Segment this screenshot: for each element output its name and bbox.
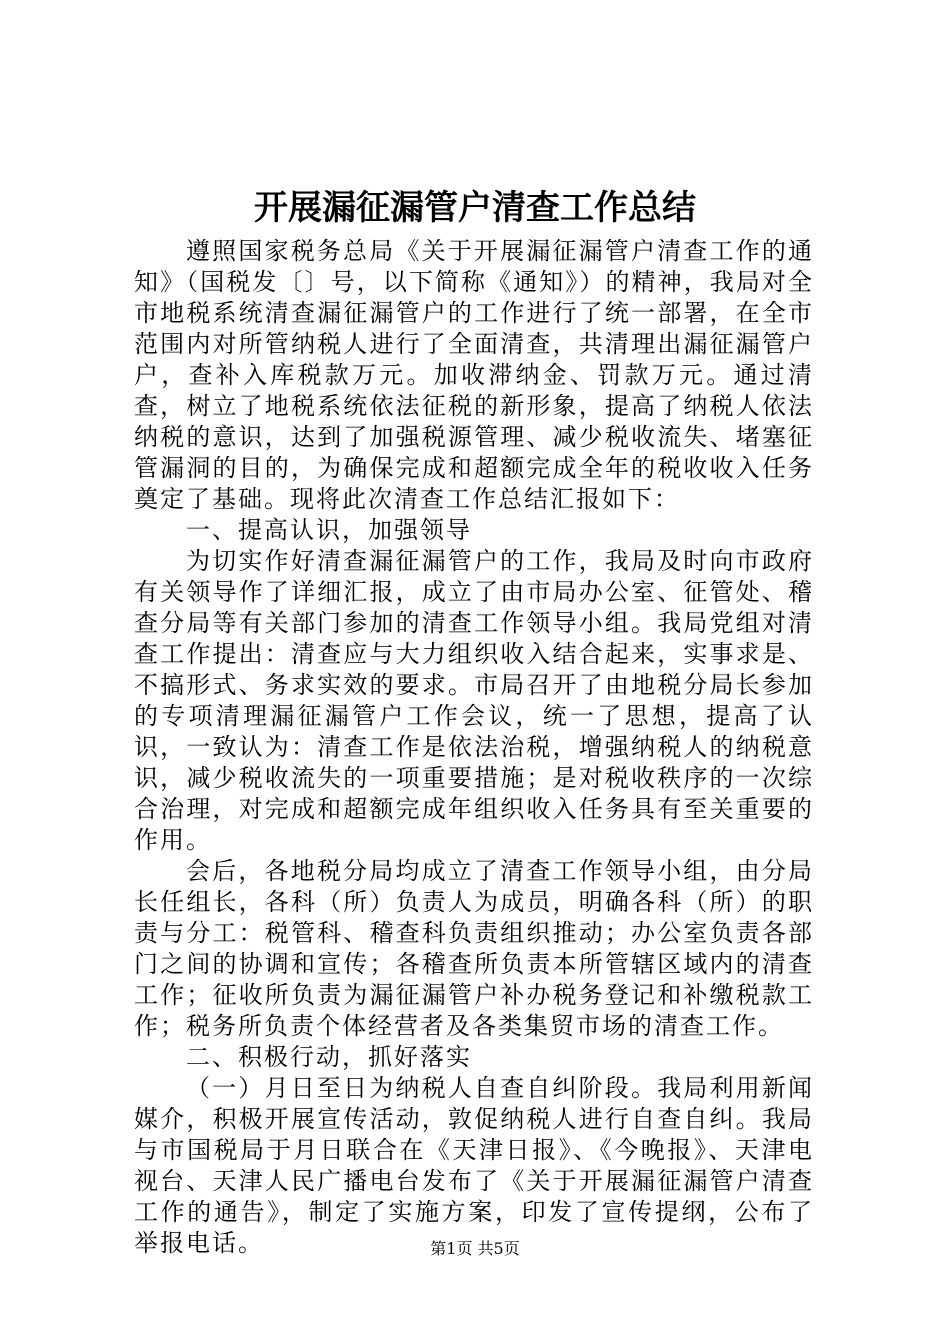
section-heading-1: 一、提高认识，加强领导	[186, 516, 472, 544]
page-number-footer: 第1页 共5页	[430, 1239, 520, 1258]
section-heading-2: 二、积极行动，抓好落实	[186, 1043, 472, 1071]
paragraph-self-check: （一）月日至日为纳税人自查自纠阶段。我局利用新闻媒介，积极开展宣传活动，敦促纳税人进行自查自纠。我局与市国税局于月日联合在《天津日报》、《今晚报》、天津电视台、天津人民广播电台发布了《关于开展漏征漏管户清查工作的通告》，制定了实施方案，印发了宣传提纲，公布了举报电话。	[134, 1074, 814, 1257]
paragraph-after-meeting: 会后，各地税分局均成立了清查工作领导小组，由分局长任组长，各科（所）负责人为成员，明确各科（所）的职责与分工：税管科、稽查科负责组织推动；办公室负责各部门之间的协调和宣传；各稽查所负责本所管辖区域内的清查工作；征收所负责为漏征漏管户补办税务登记和补缴税款工作；税务所负责个体经营者及各类集贸市场的清查工作。	[134, 857, 814, 1040]
paragraph-intro: 遵照国家税务总局《关于开展漏征漏管户清查工作的通知》（国税发〔〕号，以下简称《通知》）的精神，我局对全市地税系统清查漏征漏管户的工作进行了统一部署，在全市范围内对所管纳税人进行了全面清查，共清理出漏征漏管户户，查补入库税款万元。加收滞纳金、罚款万元。通过清查，树立了地税系统依法征税的新形象，提高了纳税人依法纳税的意识，达到了加强税源管理、减少税收流失、堵塞征管漏洞的目的，为确保完成和超额完成全年的税收收入任务奠定了基础。现将此次清查工作总结汇报如下：	[134, 237, 814, 513]
paragraph-leadership: 为切实作好清查漏征漏管户的工作，我局及时向市政府有关领导作了详细汇报，成立了由市局办公室、征管处、稽查分局等有关部门参加的清查工作领导小组。我局党组对清查工作提出：清查应与大力组织收入结合起来，实事求是、不搞形式、务求实效的要求。市局召开了由地税分局长参加的专项清理漏征漏管户工作会议，统一了思想，提高了认识，一致认为：清查工作是依法治税，增强纳税人的纳税意识，减少税收流失的一项重要措施；是对税收秩序的一次综合治理，对完成和超额完成年组织收入任务具有至关重要的作用。	[134, 547, 814, 854]
document-body	[134, 236, 814, 1259]
document-title: 开展漏征漏管户清查工作总结	[254, 188, 696, 228]
